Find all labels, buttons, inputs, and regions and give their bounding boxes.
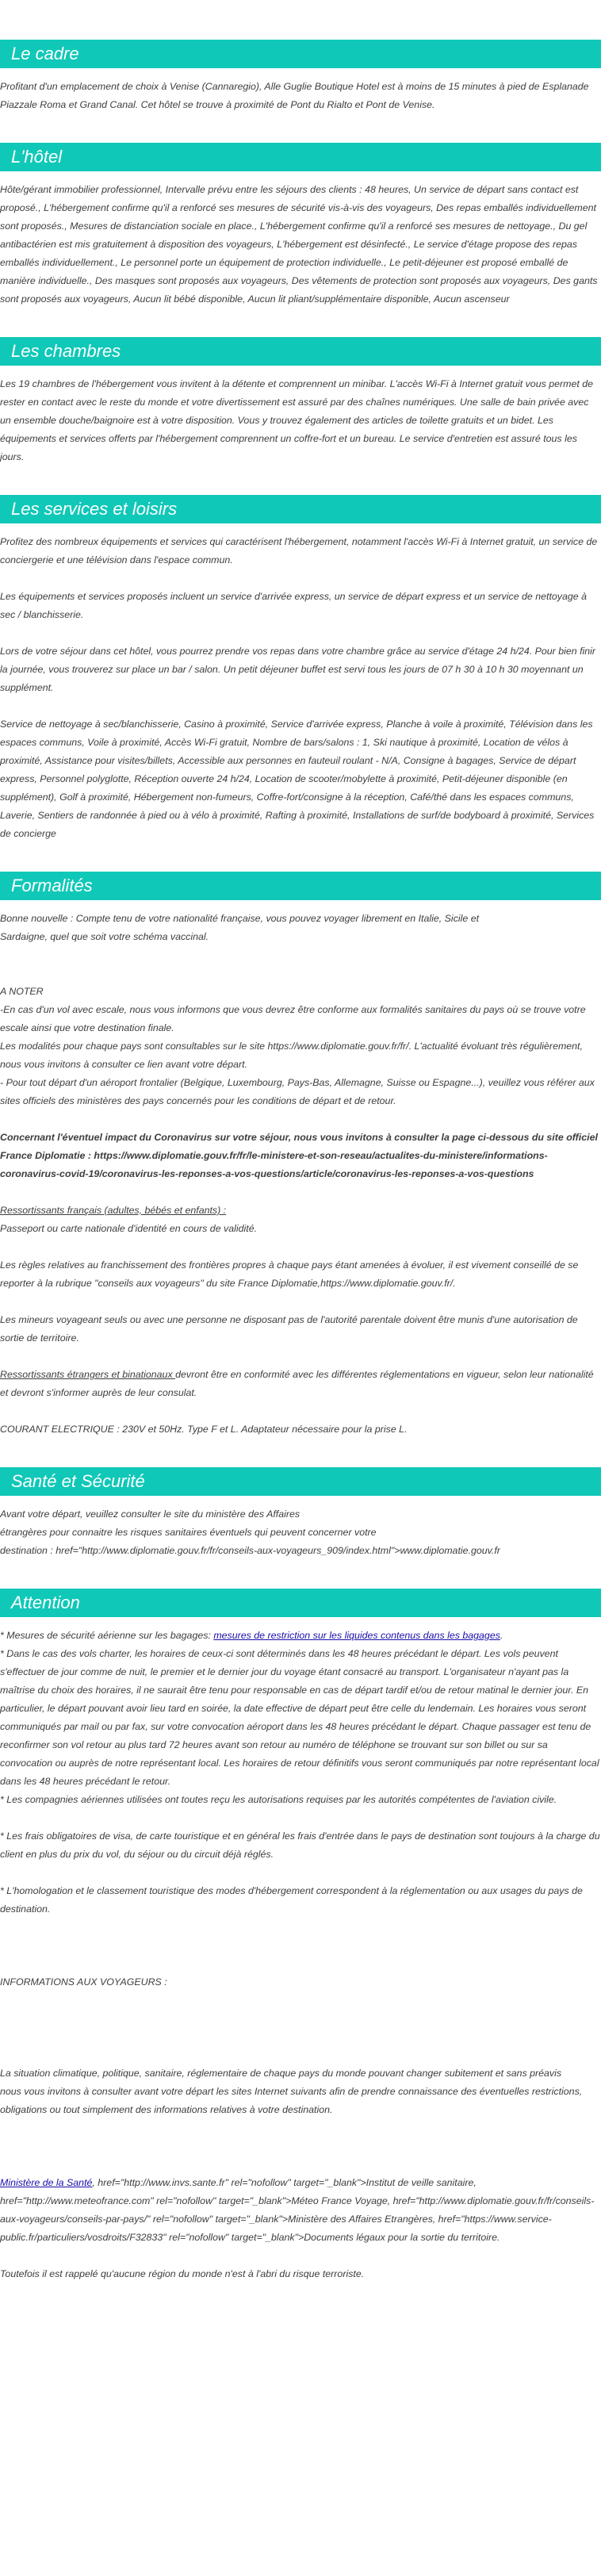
attention-frais-visa: * Les frais obligatoires de visa, de carte touristique et en général les frais d'entrée dans le pays de destination sont toujours à la charge du client en plus du prix du vol, du séjour ou du circuit déjà réglés.	[0, 1830, 600, 1860]
section-chambres	[0, 337, 601, 466]
section-cadre	[0, 40, 601, 114]
section-title-sante: Santé et Sécurité	[0, 1467, 601, 1496]
section-title-chambres: Les chambres	[0, 337, 601, 366]
services-paragraph-1: Profitez des nombreux équipements et services qui caractérisent l'hébergement, notamment l'accès Wi-Fi à Internet gratuit, un service de conciergerie et une télévision dans l'espace commun.	[0, 536, 598, 565]
ressortissants-francais-text: Passeport ou carte nationale d'identité en cours de validité.	[0, 1223, 258, 1234]
cadre-text: Profitant d'un emplacement de choix à Venise (Cannaregio), Alle Guglie Boutique Hotel est à moins de 15 minutes à pied de Esplanade Piazzale Roma et Grand Canal. Cet hôtel se trouve à proximité de Pont du Rialto et Pont de Venise.	[0, 81, 589, 110]
sante-line-1: Avant votre départ, veuillez consulter le site du ministère des Affaires	[0, 1508, 300, 1520]
coronavirus-notice: Concernant l'éventuel impact du Coronavirus sur votre séjour, nous vous invitons à consulter la page ci-dessous du site officiel France Diplomatie : https://www.diplomatie.gouv.fr/fr/le-ministere-et-son-reseau/actualites-du-ministere/informations-coronavirus-covid-19/coronavirus-les-reponses-a-vos-questions/article/coronavirus-les-reponses-a-vos-questions	[0, 1132, 598, 1179]
section-sante	[0, 1467, 601, 1560]
ressortissants-etrangers-text: devront être en conformité avec les différentes réglementations en vigueur, selon leur nationalité et devront s'informer auprès de leur consulat.	[0, 1369, 594, 1398]
hotel-text: Hôte/gérant immobilier professionnel, Intervalle prévu entre les séjours des clients : 48 heures, Un service de départ sans contact est proposé., L'hébergement confirme qu'il a renforcé ses mesures de sécurité vis-à-vis des voyageurs, Des repas emballés individuellement sont proposés., Mesures de distanciation sociale en place., L'hébergement confirme qu'il a renforcé ses mesures de nettoyage., Du gel antibactérien est mis gratuitement à disposition des voyageurs, L'hébergement est désinfecté., Le service d'étage propose des repas emballés individuellement., Le personnel porte un équipement de protection individuelle., Le petit-déjeuner est proposé emballé de manière individuelle., Des masques sont proposés aux voyageurs, Des vêtements de protection sont proposés aux voyageurs, Des gants sont proposés aux voyageurs, Aucun lit bébé disponible, Aucun lit pliant/supplémentaire disponible, Aucun ascenseur	[0, 184, 598, 305]
situation-climatique: La situation climatique, politique, sanitaire, réglementaire de chaque pays du monde pouvant changer subitement et sans préavis	[0, 2068, 562, 2079]
sante-line-3: destination : href="http://www.diplomatie.gouv.fr/fr/conseils-aux-voyageurs_909/index.html">www.diplomatie.gouv.fr	[0, 1545, 500, 1556]
noter-modalites: Les modalités pour chaque pays sont consultables sur le site https://www.diplomatie.gouv.fr/fr/. L'actualité évoluant très régulièrement, nous vous invitons à consulter ce lien avant votre départ.	[0, 1041, 583, 1070]
ministere-sante-link[interactable]: Ministère de la Santé	[0, 2177, 93, 2188]
ressortissants-etrangers	[0, 1366, 601, 1402]
useful-links	[0, 2174, 601, 2247]
noter-escale: -En cas d'un vol avec escale, nous vous informons que vous devrez être conforme aux formalités sanitaires du pays où se trouve votre escale ainsi que votre destination finale.	[0, 1004, 586, 1033]
section-title-services: Les services et loisirs	[0, 495, 601, 523]
mineurs-notice: Les mineurs voyageant seuls ou avec une personne ne disposant pas de l'autorité parentale doivent être munis d'une autorisation de sortie de territoire.	[0, 1314, 578, 1344]
regles-frontieres: Les règles relatives au franchissement des frontières propres à chaque pays étant amenées à évoluer, il est vivement conseillé de se reporter à la rubrique "conseils aux voyageurs" du site France Diplomatie,https://www.diplomatie.gouv.fr/.	[0, 1259, 579, 1289]
section-title-attention: Attention	[0, 1589, 601, 1617]
services-paragraph-4: Service de nettoyage à sec/blanchisserie, Casino à proximité, Service d'arrivée express, Planche à voile à proximité, Télévision dans les espaces communs, Voile à proximité, Accès Wi-Fi gratuit, Nombre de bars/salons : 1, Ski nautique à proximité, Location de vélos à proximité, Assistance pour visites/billets, Accessible aux personnes en fauteuil roulant - N/A, Consigne à bagages, Service de départ express, Personnel polyglotte, Réception ouverte 24 h/24, Location de scooter/mobylette à proximité, Petit-déjeuner disponible (en supplément), Golf à proximité, Hébergement non-fumeurs, Coffre-fort/consigne à la réception, Café/thé dans les espaces communs, Laverie, Sentiers de randonnée à pied ou à vélo à proximité, Rafting à proximité, Installations de surf/de bodyboard à proximité, Services de concierge	[0, 719, 595, 839]
section-title-cadre: Le cadre	[0, 40, 601, 68]
section-title-hotel: L'hôtel	[0, 143, 601, 171]
attention-compagnies: * Les compagnies aériennes utilisées ont toutes reçu les autorisations requises par les autorités compétentes de l'aviation civile.	[0, 1794, 557, 1805]
services-paragraph-3: Lors de votre séjour dans cet hôtel, vous pourrez prendre vos repas dans votre chambre grâce au service d'étage 24 h/24. Pour bien finir la journée, vous trouverez sur place un bar / salon. Un petit déjeuner buffet est servi tous les jours de 07 h 30 à 10 h 30 moyennant un supplément.	[0, 646, 596, 693]
noter-title: A NOTER	[0, 986, 44, 997]
services-paragraph-2: Les équipements et services proposés incluent un service d'arrivée express, un service de départ express et un service de nettoyage à sec / blanchisserie.	[0, 591, 588, 620]
useful-links-rest: , href="http://www.invs.sante.fr" rel="nofollow" target="_blank">Institut de veille sanitaire, href="http://www.meteofrance.com" rel="nofollow" target="_blank">Méteo France Voyage, href="http://www.diplomatie.gouv.fr/fr/conseils-aux-voyageurs/conseils-par-pays/" rel="nofollow" target="_blank">Ministère des Affaires Etrangères, href="https://www.service-public.fr/particuliers/vosdroits/F32833" rel="nofollow" target="_blank">Documents légaux pour la sortie du territoire.	[0, 2177, 595, 2243]
section-formalites	[0, 872, 601, 1439]
attention-vols-charter: * Dans le cas des vols charter, les horaires de ceux-ci sont déterminés dans les 48 heures précédant le départ. Les vols peuvent s'effectuer de jour comme de nuit, le premier et le dernier jour du voyage étant consacré au transport. L'organisateur n'ayant pas la maîtrise du choix des horaires, il ne saurait être tenu pour responsable en cas de départ tardif et/ou de retour matinal le dernier jour. En particulier, le départ pouvant avoir lieu tard en soirée, la date effective de départ peut être celle du lendemain. Les horaires vous seront communiqués par mail ou par fax, sur votre convocation aéroport dans les 48 heures précédant le départ. Chaque passager est tenu de reconfirmer son vol retour au plus tard 72 heures avant son retour au numéro de téléphone se trouvant sur son billet ou sur sa convocation ou auprès de notre représentant local. Les horaires de retour définitifs vous seront communiqués par notre représentant local dans les 48 heures précédant le retour.	[0, 1648, 599, 1787]
section-title-formalites: Formalités	[0, 872, 601, 900]
noter-aeroport-frontalier: - Pour tout départ d'un aéroport frontalier (Belgique, Luxembourg, Pays-Bas, Allemagne, Suisse ou Espagne...), veuillez vous référer aux sites officiels des ministères des pays concernés pour les conditions de départ et de retour.	[0, 1077, 595, 1106]
risque-terroriste: Toutefois il est rappelé qu'aucune région du monde n'est à l'abri du risque terroriste.	[0, 2268, 365, 2279]
sites-internet-invitation: nous vous invitons à consulter avant votre départ les sites Internet suivants afin de prendre connaissance des éventuelles restrictions, obligations ou tout simplement des informations relatives à votre destination.	[0, 2086, 583, 2115]
chambres-text: Les 19 chambres de l'hébergement vous invitent à la détente et comprennent un minibar. L'accès Wi-Fi à Internet gratuit vous permet de rester en contact avec le reste du monde et votre divertissement est assuré par des chaînes numériques. Une salle de bain privée avec un ensemble douche/baignoire est à votre disposition. Vous y trouvez également des articles de toilette gratuits et un bidet. Les équipements et services offerts par l'hébergement comprennent un coffre-fort et un bureau. Le service d'entretien est assuré tous les jours.	[0, 378, 594, 462]
section-attention	[0, 1589, 601, 2283]
attention-bagages-prefix: * Mesures de sécurité aérienne sur les bagages:	[0, 1630, 214, 1641]
attention-bagages	[0, 1627, 601, 1645]
attention-homologation: * L'homologation et le classement touristique des modes d'hébergement correspondent à la réglementation ou aux usages du pays de destination.	[0, 1885, 583, 1915]
ressortissants-francais-title: Ressortissants français (adultes, bébés et enfants) :	[0, 1205, 227, 1216]
section-hotel	[0, 143, 601, 309]
section-services	[0, 495, 601, 843]
attention-bagages-suffix: .	[500, 1630, 503, 1641]
liquides-restriction-link[interactable]: mesures de restriction sur les liquides contenus dans les bagages	[213, 1630, 500, 1641]
sante-line-2: étrangères pour connaitre les risques sanitaires éventuels qui peuvent concerner votre	[0, 1527, 377, 1538]
formalites-intro-line-2: Sardaigne, quel que soit votre schéma vaccinal.	[0, 931, 209, 942]
formalites-intro-line-1: Bonne nouvelle : Compte tenu de votre nationalité française, vous pouvez voyager librement en Italie, Sicile et	[0, 913, 480, 924]
ressortissants-etrangers-title: Ressortissants étrangers et binationaux	[0, 1369, 176, 1380]
courant-electrique: COURANT ELECTRIQUE : 230V et 50Hz. Type F et L. Adaptateur nécessaire pour la prise L.	[0, 1424, 408, 1435]
informations-voyageurs-title: INFORMATIONS AUX VOYAGEURS :	[0, 1976, 167, 1988]
